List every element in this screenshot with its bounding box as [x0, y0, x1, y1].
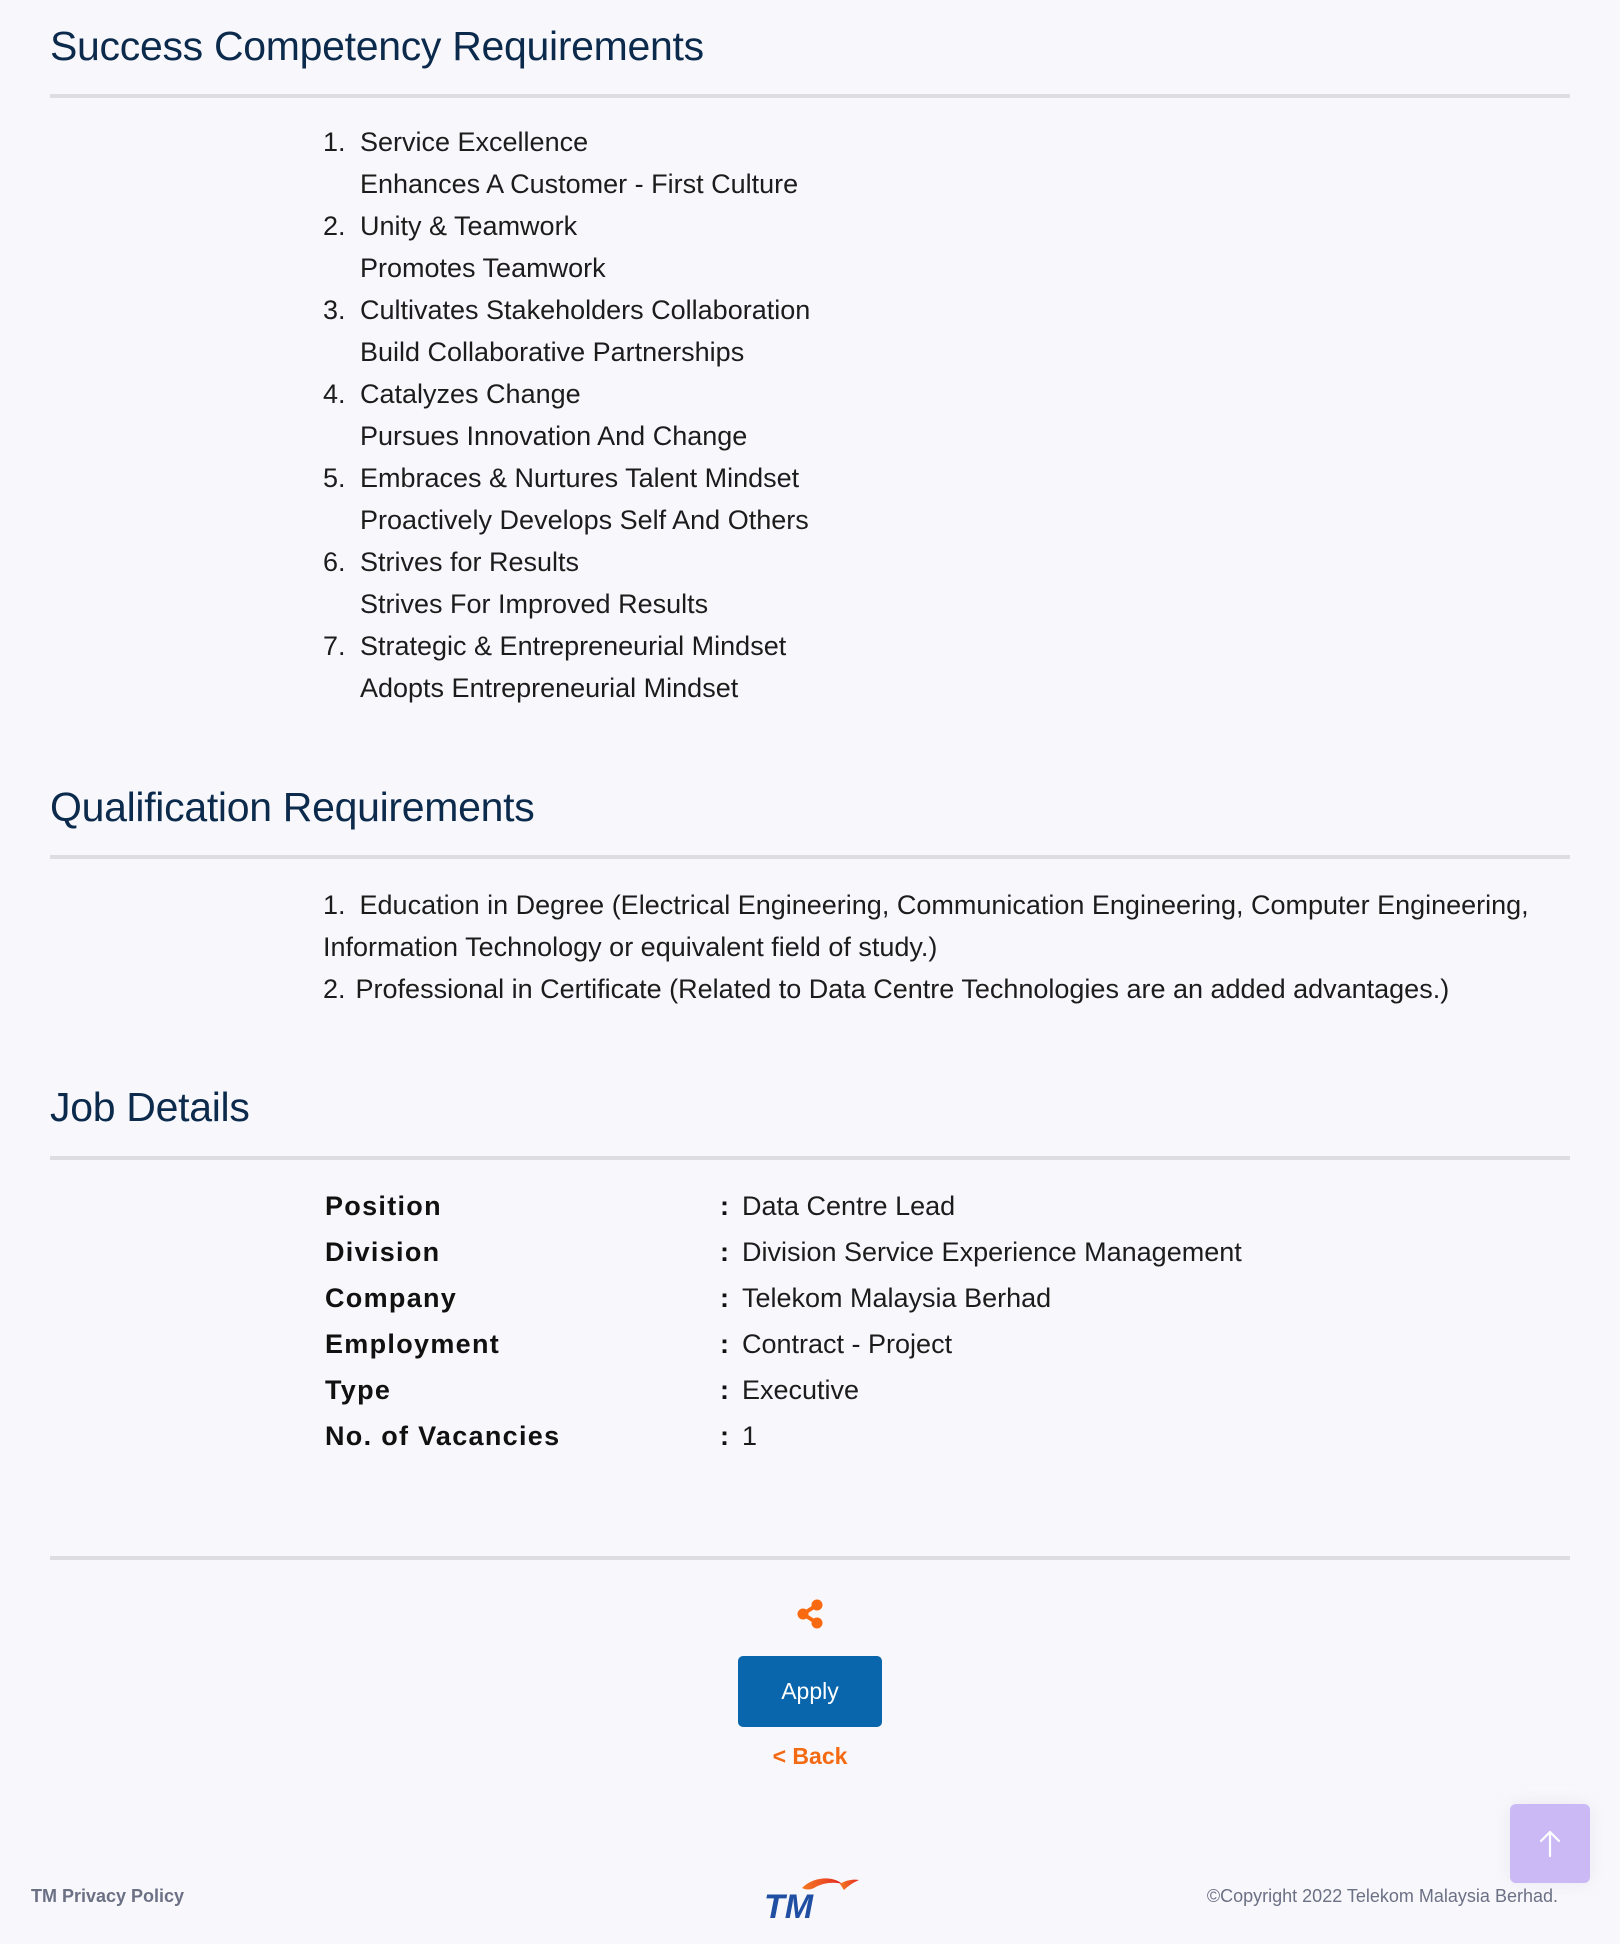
job-detail-label: No. of Vacancies	[325, 1420, 561, 1451]
job-detail-separator: :	[720, 1236, 729, 1267]
qualification-text: Education in Degree (Electrical Engineering, Communication Engineering, Computer Engineering, Information Technology or equivalent field of study.)	[323, 890, 1529, 962]
arrow-up-icon	[1510, 1804, 1590, 1883]
competency-number: 4.	[323, 379, 346, 409]
tm-logo-icon	[762, 1874, 862, 1922]
job-detail-label: Type	[325, 1374, 392, 1405]
competency-description: Pursues Innovation And Change	[360, 421, 748, 451]
competency-description: Build Collaborative Partnerships	[360, 337, 745, 367]
job-detail-label: Company	[325, 1282, 458, 1313]
competency-item	[323, 457, 810, 541]
back-link[interactable]: < Back	[772, 1743, 848, 1769]
qualification-item	[323, 968, 1563, 1010]
competency-item	[323, 121, 810, 205]
qualification-number: 2.	[323, 974, 346, 1004]
job-detail-label: Division	[325, 1236, 441, 1267]
copyright-text: ©Copyright 2022 Telekom Malaysia Berhad.	[1206, 1886, 1558, 1906]
competency-divider	[50, 94, 1570, 98]
competency-list	[323, 121, 810, 709]
competency-number: 1.	[323, 127, 346, 157]
job-detail-separator: :	[720, 1190, 729, 1221]
job-detail-value: Telekom Malaysia Berhad	[742, 1282, 1052, 1313]
tm-logo	[762, 1874, 862, 1922]
actions-divider	[50, 1556, 1570, 1560]
competency-name: Embraces & Nurtures Talent Mindset	[360, 463, 800, 493]
job-detail-value: 1	[742, 1420, 758, 1451]
tm-logo-text: TM	[764, 1888, 814, 1922]
job-detail-value: Division Service Experience Management	[742, 1236, 1242, 1267]
job-detail-separator: :	[720, 1282, 729, 1313]
job-detail-row	[325, 1413, 1242, 1459]
qualification-list	[323, 884, 1563, 1010]
competency-description: Enhances A Customer - First Culture	[360, 169, 799, 199]
competency-item	[323, 205, 810, 289]
competency-number: 7.	[323, 631, 346, 661]
competency-number: 3.	[323, 295, 346, 325]
job-details-table	[325, 1183, 1242, 1459]
competency-number: 6.	[323, 547, 346, 577]
share-button[interactable]	[795, 1598, 825, 1630]
competency-name: Strategic & Entrepreneurial Mindset	[360, 631, 787, 661]
job-detail-value: Data Centre Lead	[742, 1190, 956, 1221]
qualification-title: Qualification Requirements	[50, 784, 535, 830]
competency-title: Success Competency Requirements	[50, 23, 704, 69]
competency-description: Promotes Teamwork	[360, 253, 606, 283]
apply-button[interactable]: Apply	[738, 1656, 882, 1727]
job-detail-value: Executive	[742, 1374, 860, 1405]
qualification-number: 1.	[323, 890, 346, 920]
competency-description: Adopts Entrepreneurial Mindset	[360, 673, 739, 703]
job-detail-row	[325, 1321, 1242, 1367]
competency-name: Service Excellence	[360, 127, 589, 157]
competency-description: Strives For Improved Results	[360, 589, 709, 619]
competency-name: Cultivates Stakeholders Collaboration	[360, 295, 811, 325]
competency-description: Proactively Develops Self And Others	[360, 505, 809, 535]
job-detail-row	[325, 1229, 1242, 1275]
job-detail-separator: :	[720, 1420, 729, 1451]
job-detail-row	[325, 1367, 1242, 1413]
competency-name: Strives for Results	[360, 547, 580, 577]
share-icon	[795, 1598, 825, 1630]
competency-item	[323, 625, 810, 709]
job-detail-row	[325, 1183, 1242, 1229]
privacy-policy-link[interactable]: TM Privacy Policy	[31, 1886, 185, 1906]
job-detail-separator: :	[720, 1374, 729, 1405]
competency-item	[323, 289, 810, 373]
qualification-item	[323, 884, 1563, 968]
competency-number: 2.	[323, 211, 346, 241]
job-detail-separator: :	[720, 1328, 729, 1359]
qualification-text: Professional in Certificate (Related to Data Centre Technologies are an added advantages.)	[355, 974, 1450, 1004]
competency-item	[323, 541, 810, 625]
competency-number: 5.	[323, 463, 346, 493]
qualification-divider	[50, 855, 1570, 859]
scroll-to-top-button[interactable]	[1510, 1804, 1590, 1883]
job-detail-row	[325, 1275, 1242, 1321]
job-detail-label: Employment	[325, 1328, 501, 1359]
job-detail-label: Position	[325, 1190, 442, 1221]
competency-item	[323, 373, 810, 457]
job-details-divider	[50, 1156, 1570, 1160]
job-detail-value: Contract - Project	[742, 1328, 953, 1359]
job-details-title: Job Details	[50, 1084, 250, 1130]
competency-name: Unity & Teamwork	[360, 211, 578, 241]
competency-name: Catalyzes Change	[360, 379, 581, 409]
